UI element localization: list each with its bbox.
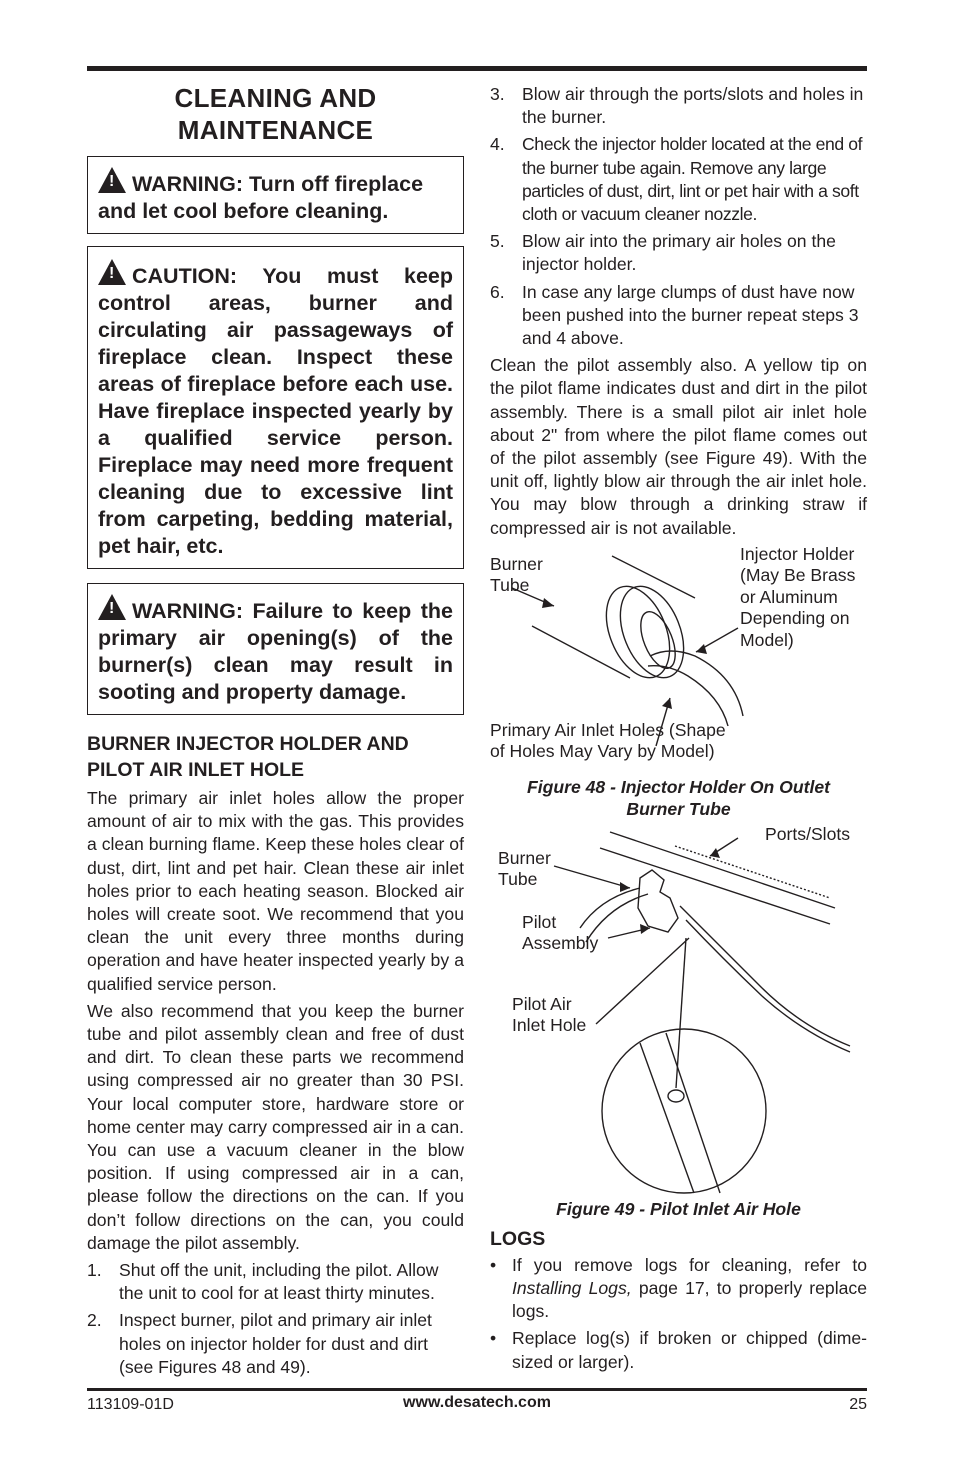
list-number: 1. — [87, 1260, 102, 1281]
list-number: 3. — [490, 84, 505, 104]
bottom-rule — [87, 1388, 867, 1391]
footer-url: www.desatech.com — [403, 1394, 551, 1411]
list-number: 6. — [490, 281, 505, 302]
label-ports-slots: Ports/Slots — [765, 823, 851, 844]
bullet-icon: • — [490, 1328, 497, 1349]
list-number: 4. — [490, 134, 505, 155]
figure-49-caption: Figure 49 - Pilot Inlet Air Hole — [556, 1198, 801, 1219]
label-burner-tube: Burner Tube — [490, 553, 543, 596]
warning-triangle-icon — [98, 167, 126, 193]
subsection-heading: BURNER INJECTOR HOLDER AND PILOT AIR INLET HOLE — [87, 733, 409, 781]
label-pilot-assembly: Pilot Assembly — [522, 911, 599, 954]
list-item — [490, 281, 867, 351]
page-number: 25 — [849, 1396, 867, 1413]
list-item — [490, 133, 867, 226]
top-rule — [87, 66, 867, 71]
list-item — [490, 230, 867, 276]
figure-48-caption: Figure 48 - Injector Holder On Outlet Burner Tube — [526, 776, 831, 819]
list-text: Shut off the unit, including the pilot. Allow the unit to cool for at least thirty minutes. — [119, 1260, 439, 1304]
title-line-2: MAINTENANCE — [177, 115, 374, 145]
list-text: Inspect burner, pilot and primary air inlet holes on injector holder for dust and dirt (see Figures 48 and 49). — [119, 1310, 432, 1377]
label-pilot-air-inlet-hole: Pilot Air Inlet Hole — [512, 993, 587, 1036]
list-text: Blow air through the ports/slots and holes in the burner. — [522, 84, 864, 128]
paragraph-compressed-air: We also recommend that you keep the burner tube and pilot assembly clean and free of dust and dirt. To clean these parts we recommend using compressed air no greater than 30 PSI. Your local computer store, hardware store or home center may carry compressed air in a can. You can use a vacuum cleaner in the blow position. If using compressed air in a can, please follow the directions on the can. If you don’t follow directions on the can, you could damage the pilot assembly. — [87, 1000, 464, 1253]
document-code: 113109-01D — [87, 1396, 174, 1413]
list-item — [87, 1309, 464, 1379]
figure-48 — [490, 543, 867, 776]
logs-heading: LOGS — [490, 1227, 546, 1250]
bullet-icon: • — [490, 1254, 497, 1275]
caution-text: CAUTION: You must keep control areas, burner and circulating air passageways of fireplace clean. Inspect these areas of fireplace before each use. Have fireplace inspected yearly by a qualified service person. Fireplace may need more frequent cleaning due to excessive lint from carpeting, bedding material, pet hair, etc. — [98, 264, 453, 558]
list-text: Check the injector holder located at the end of the burner tube again. Remove any large particles of dust, dirt, lint or pet hair with a soft cloth or vacuum cleaner nozzle. — [522, 134, 863, 225]
list-text: If you remove logs for cleaning, refer to Installing Logs, page 17, to properly replace logs. — [512, 1254, 867, 1322]
list-text: Blow air into the primary air holes on the injector holder. — [522, 231, 836, 275]
list-item — [490, 1254, 867, 1324]
warning-triangle-icon — [98, 594, 126, 620]
caution-box — [87, 246, 464, 569]
label-injector-holder: Injector Holder (May Be Brass or Aluminum Depending on Model) — [740, 543, 856, 650]
list-item — [87, 1259, 464, 1305]
warning-text-cool: WARNING: Turn off fireplace and let cool before cleaning. — [98, 172, 424, 223]
label-burner-tube-49: Burner Tube — [498, 847, 551, 890]
left-column — [87, 82, 464, 1383]
list-number: 5. — [490, 231, 505, 252]
list-text: Replace log(s) if broken or chipped (dime-sized or larger). — [512, 1328, 867, 1372]
figure-49 — [490, 823, 867, 1198]
list-item — [490, 1327, 867, 1373]
warning-text-sooting: WARNING: Failure to keep the primary air opening(s) of the burner(s) clean may result in sooting and property damage. — [98, 599, 453, 704]
warning-box-sooting — [87, 583, 464, 715]
section-title — [87, 82, 464, 146]
list-number: 2. — [87, 1310, 102, 1331]
title-line-1: CLEANING AND — [174, 83, 377, 113]
warning-box-cool — [87, 156, 464, 234]
list-item — [490, 83, 867, 129]
paragraph-air-holes: The primary air inlet holes allow the proper amount of air to mix with the gas. This provides a clean burning flame. Keep these holes clear of dust, dirt, lint and pet hair. Clean these air inlet holes prior to each heating season. Blocked air holes will create soot. We recommend that you clean the unit every three months during operation and have heater inspected yearly by a qualified service person. — [87, 788, 464, 994]
paragraph-pilot: Clean the pilot assembly also. A yellow tip on the pilot flame indicates dust and dirt in the pilot assembly. There is a small pilot air inlet hole about 2" from where the pilot flame comes out of the pilot assembly (see Figure 49). With the unit off, lightly blow air through the air inlet hole. You may blow through a drinking straw if compressed air is not available. — [490, 355, 867, 538]
right-column — [490, 83, 867, 1378]
warning-triangle-icon — [98, 259, 126, 285]
list-text: In case any large clumps of dust have now been pushed into the burner repeat steps 3 and 4 above. — [522, 281, 859, 349]
label-primary-air-holes: Primary Air Inlet Holes (Shape of Holes May Vary by Model) — [490, 719, 726, 762]
